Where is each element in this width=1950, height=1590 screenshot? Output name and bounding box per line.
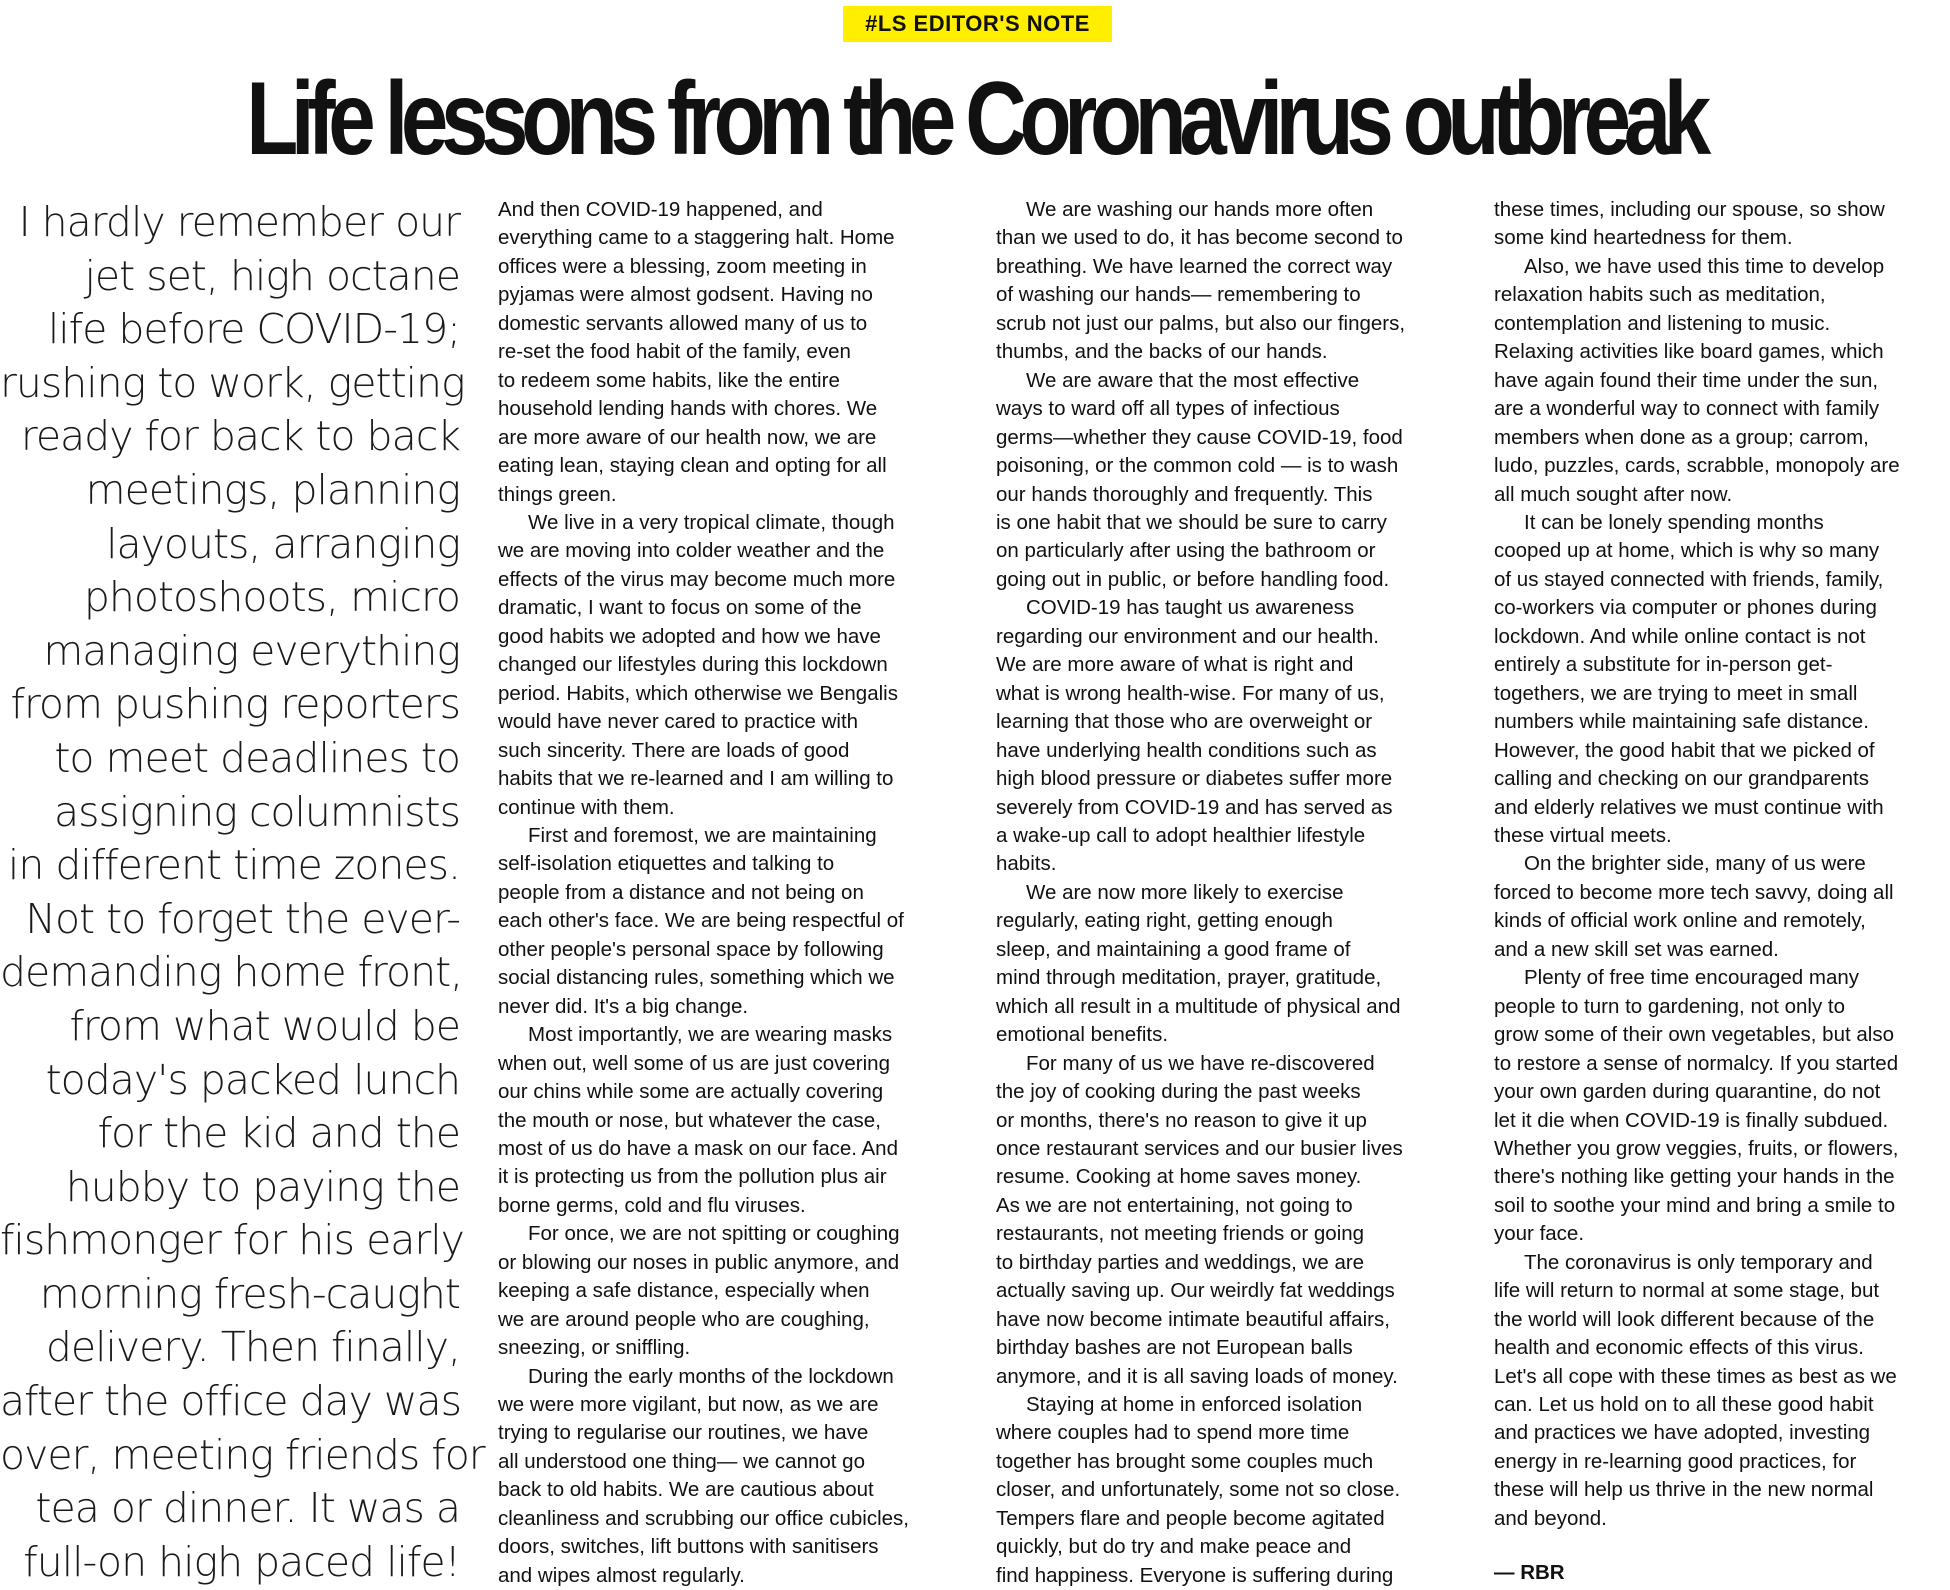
body-line: We are aware that the most effective bbox=[1026, 368, 1360, 392]
body-line: doors, switches, lift buttons with sanitisers bbox=[498, 1535, 879, 1559]
body-line: your own garden during quarantine, do not bbox=[1494, 1080, 1881, 1104]
body-line: learning that those who are overweight or bbox=[996, 710, 1373, 734]
body-line: people to turn to gardening, not only to bbox=[1494, 994, 1846, 1018]
lede-line: hubby to paying the bbox=[65, 1162, 460, 1211]
body-line: numbers while maintaining safe distance. bbox=[1494, 710, 1869, 734]
body-line: resume. Cooking at home saves money. bbox=[996, 1165, 1362, 1189]
body-line: We are washing our hands more often bbox=[1026, 198, 1374, 221]
body-line: the world will look different because of the bbox=[1494, 1307, 1875, 1331]
body-line: regarding our environment and our health. bbox=[996, 624, 1379, 648]
body-line: COVID-19 has taught us awareness bbox=[1026, 596, 1355, 620]
body-line: there's nothing like getting your hands in the bbox=[1494, 1165, 1895, 1189]
lede-line: meetings, planning bbox=[85, 465, 460, 514]
body-line: restaurants, not meeting friends or going bbox=[996, 1222, 1365, 1246]
body-line: mind through meditation, prayer, gratitude, bbox=[996, 966, 1382, 990]
body-line: or months, there's no reason to give it up bbox=[996, 1108, 1367, 1132]
body-line: have again found their time under the sun, bbox=[1494, 368, 1879, 392]
body-line: Plenty of free time encouraged many bbox=[1524, 966, 1860, 990]
lede-line: over, meeting friends for bbox=[0, 1430, 485, 1479]
body-line: we are moving into colder weather and the bbox=[498, 539, 885, 563]
body-line: changed our lifestyles during this lockdown bbox=[498, 653, 888, 677]
body-line: people from a distance and not being on bbox=[498, 880, 864, 904]
body-line: the mouth or nose, but whatever the case, bbox=[498, 1108, 881, 1132]
lede-line: from pushing reporters bbox=[10, 680, 460, 729]
body-line: things green. bbox=[498, 482, 617, 506]
body-line: However, the good habit that we picked of bbox=[1494, 738, 1875, 762]
body-line: Also, we have used this time to develop bbox=[1524, 254, 1885, 278]
body-line: are a wonderful way to connect with family bbox=[1494, 397, 1880, 421]
body-line: For many of us we have re-discovered bbox=[1026, 1051, 1375, 1075]
lede-line: demanding home front, bbox=[0, 948, 463, 997]
body-line: togethers, we are trying to meet in small bbox=[1494, 681, 1858, 705]
body-line: let it die when COVID-19 is finally subdued. bbox=[1494, 1108, 1889, 1132]
lede-line: jet set, high octane bbox=[84, 251, 460, 300]
body-line: continue with them. bbox=[498, 795, 675, 819]
lede-line: photoshoots, micro bbox=[83, 573, 460, 622]
body-line: than we used to do, it has become second to bbox=[996, 226, 1403, 250]
body-line: quickly, but do try and make peace and bbox=[996, 1535, 1352, 1559]
body-line: can. Let us hold on to all these good habit bbox=[1494, 1393, 1874, 1417]
body-line: household lending hands with chores. We bbox=[498, 397, 878, 421]
body-line: ludo, puzzles, cards, scrabble, monopoly are bbox=[1494, 454, 1900, 478]
body-line: relaxation habits such as meditation, bbox=[1494, 283, 1826, 307]
body-line: everything came to a staggering halt. Home bbox=[498, 226, 895, 250]
body-line: It can be lonely spending months bbox=[1524, 510, 1824, 534]
body-line: together has brought some couples much bbox=[996, 1449, 1374, 1473]
body-line: eating lean, staying clean and opting for all bbox=[498, 454, 887, 478]
body-line: soil to soothe your mind and bring a smile to bbox=[1494, 1193, 1896, 1217]
body-line: breathing. We have learned the correct way bbox=[996, 254, 1393, 278]
body-line: poisoning, or the common cold — is to wash bbox=[996, 454, 1399, 478]
body-line: domestic servants allowed many of us to bbox=[498, 311, 868, 335]
body-line: First and foremost, we are maintaining bbox=[528, 823, 877, 847]
body-line: habits. bbox=[996, 852, 1057, 876]
body-line: habits that we re-learned and I am willing to bbox=[498, 767, 894, 791]
body-line: thumbs, and the backs of our hands. bbox=[996, 340, 1328, 364]
body-line: ways to ward off all types of infectious bbox=[996, 397, 1340, 421]
article-column-3 bbox=[1494, 196, 1950, 1588]
body-line: going out in public, or before handling food. bbox=[996, 567, 1390, 591]
body-line: calling and checking on our grandparents bbox=[1494, 767, 1869, 791]
body-line: we were more vigilant, but now, as we are bbox=[498, 1393, 879, 1417]
body-line: and elderly relatives we must continue with bbox=[1494, 795, 1884, 819]
body-line: trying to regularise our routines, we have bbox=[498, 1421, 869, 1445]
body-line: lockdown. And while online contact is not bbox=[1494, 624, 1866, 648]
body-line: grow some of their own vegetables, but also bbox=[1494, 1023, 1894, 1047]
body-line: to redeem some habits, like the entire bbox=[498, 368, 840, 392]
body-line: entirely a substitute for in-person get- bbox=[1494, 653, 1833, 677]
body-line: it is protecting us from the pollution plus air bbox=[498, 1165, 887, 1189]
body-line: For once, we are not spitting or coughing bbox=[528, 1222, 900, 1246]
section-tag: #LS EDITOR'S NOTE bbox=[843, 6, 1112, 42]
body-line: good habits we adopted and how we have bbox=[498, 624, 881, 648]
body-line: We are now more likely to exercise bbox=[1026, 880, 1344, 904]
body-line: find happiness. Everyone is suffering during bbox=[996, 1563, 1394, 1587]
body-line: and a new skill set was earned. bbox=[1494, 937, 1779, 961]
body-line: what is wrong health-wise. For many of us, bbox=[996, 681, 1385, 705]
body-line: of us stayed connected with friends, family, bbox=[1494, 567, 1884, 591]
lede-line: today's packed lunch bbox=[45, 1055, 460, 1104]
body-line: most of us do have a mask on our face. And bbox=[498, 1136, 898, 1160]
body-line: and practices we have adopted, investing bbox=[1494, 1421, 1871, 1445]
body-line: never did. It's a big change. bbox=[498, 994, 749, 1018]
body-line: keeping a safe distance, especially when bbox=[498, 1279, 870, 1303]
body-line: contemplation and listening to music. bbox=[1494, 311, 1831, 335]
body-line: scrub not just our palms, but also our fingers, bbox=[996, 311, 1406, 335]
body-line: self-isolation etiquettes and talking to bbox=[498, 852, 835, 876]
body-line: Most importantly, we are wearing masks bbox=[528, 1023, 893, 1047]
lede-line: managing everything bbox=[43, 626, 460, 675]
body-line: to birthday parties and weddings, we are bbox=[996, 1250, 1365, 1274]
body-line: members when done as a group; carrom, bbox=[1494, 425, 1869, 449]
body-line: these virtual meets. bbox=[1494, 823, 1672, 847]
body-line: On the brighter side, many of us were bbox=[1524, 852, 1866, 876]
author-signature: — RBR bbox=[1494, 1561, 1565, 1585]
body-line: We live in a very tropical climate, though bbox=[528, 510, 895, 534]
body-line: life will return to normal at some stage, but bbox=[1494, 1279, 1880, 1303]
lede-line: fishmonger for his early bbox=[0, 1216, 464, 1265]
lede-line: to meet deadlines to bbox=[54, 733, 460, 782]
body-line: birthday bashes are not European balls bbox=[996, 1336, 1353, 1360]
body-line: cleanliness and scrubbing our office cubicles, bbox=[498, 1506, 910, 1530]
body-line: pyjamas were almost godsent. Having no bbox=[498, 283, 873, 307]
lede-line: from what would be bbox=[69, 1001, 460, 1050]
body-line: some kind heartedness for them. bbox=[1494, 226, 1793, 250]
article-column-2 bbox=[996, 196, 1461, 1590]
body-line: period. Habits, which otherwise we Bengalis bbox=[498, 681, 898, 705]
body-line: forced to become more tech savvy, doing all bbox=[1494, 880, 1894, 904]
body-line: kinds of official work online and remotely, bbox=[1494, 909, 1866, 933]
lede-line: I hardly remember our bbox=[18, 198, 460, 246]
body-line: to restore a sense of normalcy. If you started bbox=[1494, 1051, 1899, 1075]
body-line: where couples had to spend more time bbox=[996, 1421, 1350, 1445]
body-line: back to old habits. We are cautious about bbox=[498, 1478, 874, 1502]
body-line: Tempers flare and people become agitated bbox=[996, 1506, 1385, 1530]
body-line: regularly, eating right, getting enough bbox=[996, 909, 1333, 933]
body-line: these will help us thrive in the new normal bbox=[1494, 1478, 1874, 1502]
body-line: which all result in a multitude of physical and bbox=[996, 994, 1401, 1018]
body-line: We are more aware of what is right and bbox=[996, 653, 1354, 677]
body-line: our chins while some are actually covering bbox=[498, 1080, 884, 1104]
lede-line: after the office day was bbox=[0, 1377, 461, 1426]
body-line: dramatic, I want to focus on some of the bbox=[498, 596, 862, 620]
body-line: severely from COVID-19 and has served as bbox=[996, 795, 1393, 819]
body-line: Let's all cope with these times as best as we bbox=[1494, 1364, 1897, 1388]
body-line: would have never cared to practice with bbox=[498, 710, 859, 734]
body-line: re-set the food habit of the family, even bbox=[498, 340, 851, 364]
article-column-1 bbox=[498, 196, 963, 1590]
lede-line: layouts, arranging bbox=[106, 519, 460, 568]
body-line: and beyond. bbox=[1494, 1506, 1607, 1530]
lede-line: tea or dinner. It was a bbox=[35, 1484, 460, 1533]
body-line: all understood one thing— we cannot go bbox=[498, 1449, 865, 1473]
body-line: of washing our hands— remembering to bbox=[996, 283, 1361, 307]
lede-line: delivery. Then finally, bbox=[45, 1323, 460, 1372]
body-line: on particularly after using the bathroom or bbox=[996, 539, 1376, 563]
body-line: the joy of cooking during the past weeks bbox=[996, 1080, 1361, 1104]
lede-line: ready for back to back bbox=[20, 412, 460, 461]
body-line: The coronavirus is only temporary and bbox=[1524, 1250, 1873, 1274]
body-line: such sincerity. There are loads of good bbox=[498, 738, 850, 762]
body-line: And then COVID-19 happened, and bbox=[498, 198, 823, 221]
lede-intro bbox=[0, 196, 485, 1589]
body-line: once restaurant services and our busier lives bbox=[996, 1136, 1403, 1160]
body-line: we are around people who are coughing, bbox=[498, 1307, 870, 1331]
body-line: are more aware of our health now, we are bbox=[498, 425, 877, 449]
lede-line: Not to forget the ever- bbox=[25, 894, 460, 943]
body-line: Whether you grow veggies, fruits, or flowers, bbox=[1494, 1136, 1899, 1160]
body-line: offices were a blessing, zoom meeting in bbox=[498, 254, 867, 278]
body-line: your face. bbox=[1494, 1222, 1585, 1246]
lede-line: rushing to work, getting bbox=[0, 358, 465, 407]
body-line: anymore, and it is all saving loads of money. bbox=[996, 1364, 1398, 1388]
body-line: Relaxing activities like board games, which bbox=[1494, 340, 1884, 364]
lede-line: assigning columnists bbox=[54, 787, 460, 836]
body-line: is one habit that we should be sure to carry bbox=[996, 510, 1387, 534]
body-line: co-workers via computer or phones during bbox=[1494, 596, 1877, 620]
lede-line: morning fresh-caught bbox=[39, 1269, 460, 1318]
body-line: borne germs, cold and flu viruses. bbox=[498, 1193, 806, 1217]
body-line: or blowing our noses in public anymore, and bbox=[498, 1250, 900, 1274]
body-line: As we are not entertaining, not going to bbox=[996, 1193, 1353, 1217]
body-line: have now become intimate beautiful affairs, bbox=[996, 1307, 1390, 1331]
body-line: each other's face. We are being respectful of bbox=[498, 909, 904, 933]
lede-line: life before COVID-19; bbox=[47, 305, 460, 354]
body-line: and wipes almost regularly. bbox=[498, 1563, 745, 1587]
body-line: our hands thoroughly and frequently. This bbox=[996, 482, 1373, 506]
body-line: have underlying health conditions such as bbox=[996, 738, 1377, 762]
body-line: effects of the virus may become much more bbox=[498, 567, 896, 591]
body-line: During the early months of the lockdown bbox=[528, 1364, 894, 1388]
body-line: when out, well some of us are just covering bbox=[498, 1051, 890, 1075]
headline: Life lessons from the Coronavirus outbreak bbox=[246, 61, 1704, 177]
body-line: cooped up at home, which is why so many bbox=[1494, 539, 1880, 563]
body-line: Staying at home in enforced isolation bbox=[1026, 1393, 1363, 1417]
body-line: actually saving up. Our weirdly fat weddings bbox=[996, 1279, 1395, 1303]
body-line: germs—whether they cause COVID-19, food bbox=[996, 425, 1403, 449]
body-line: a wake-up call to adopt healthier lifestyle bbox=[996, 823, 1366, 847]
lede-line: for the kid and the bbox=[97, 1109, 460, 1158]
body-line: these times, including our spouse, so show bbox=[1494, 198, 1885, 221]
body-line: other people's personal space by following bbox=[498, 937, 884, 961]
body-line: closer, and unfortunately, some not so close. bbox=[996, 1478, 1401, 1502]
body-line: social distancing rules, something which we bbox=[498, 966, 895, 990]
lede-line: full-on high paced life! bbox=[23, 1537, 460, 1586]
body-line: health and economic effects of this virus. bbox=[1494, 1336, 1864, 1360]
body-line: emotional benefits. bbox=[996, 1023, 1169, 1047]
lede-line: in different time zones. bbox=[7, 841, 460, 890]
body-line: sneezing, or sniffling. bbox=[498, 1336, 691, 1360]
body-line: sleep, and maintaining a good frame of bbox=[996, 937, 1351, 961]
body-line: all much sought after now. bbox=[1494, 482, 1733, 506]
body-line: energy in re-learning good practices, for bbox=[1494, 1449, 1857, 1473]
body-line: high blood pressure or diabetes suffer more bbox=[996, 767, 1393, 791]
